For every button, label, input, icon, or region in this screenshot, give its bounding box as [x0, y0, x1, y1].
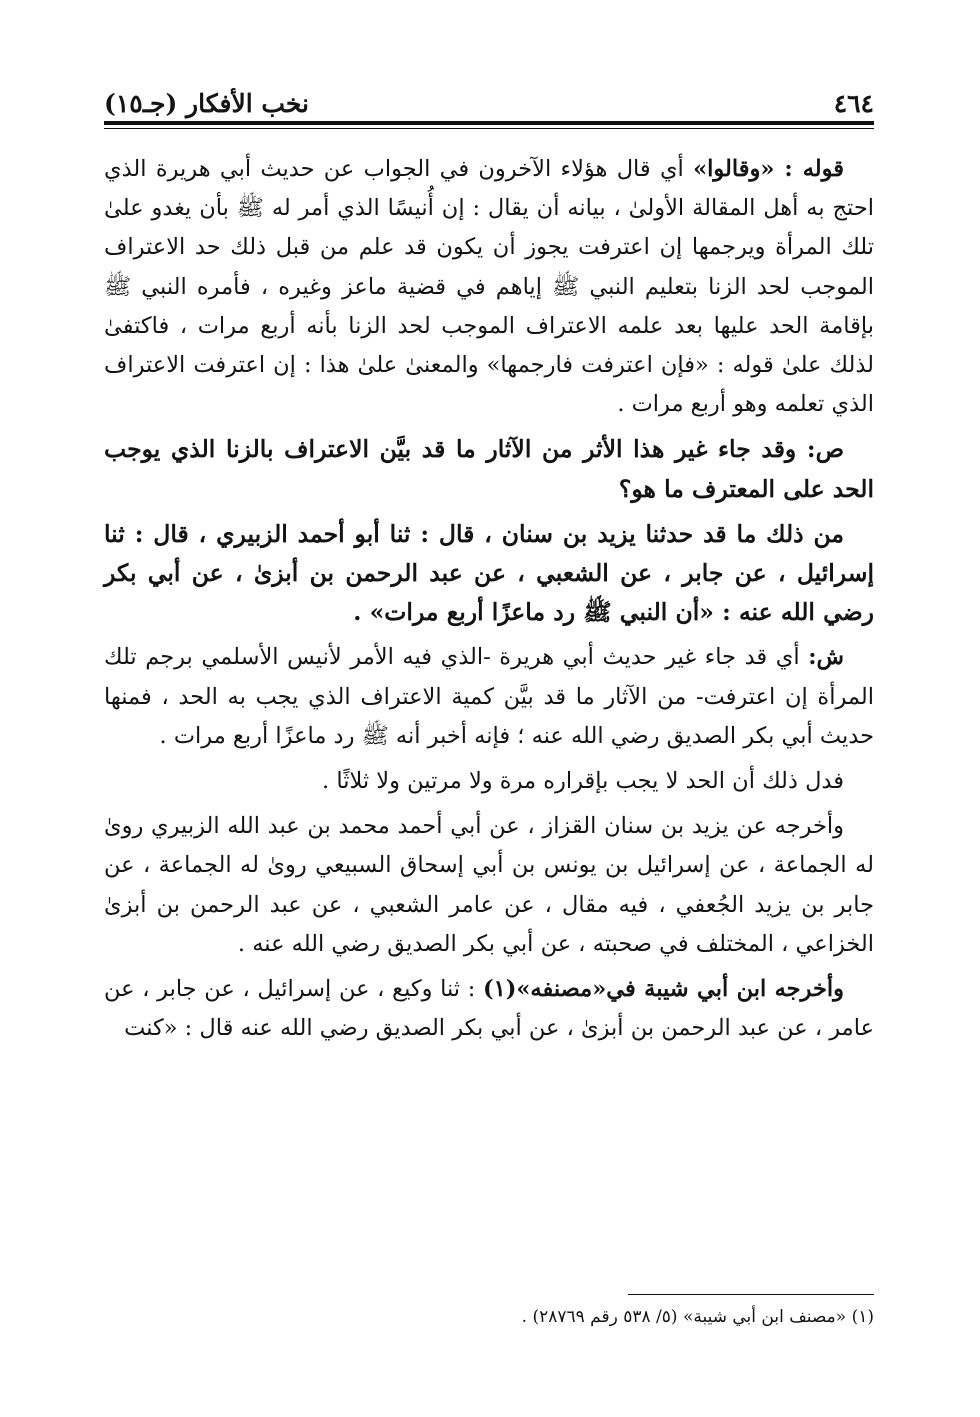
matn-heading: ص: وقد جاء غير هذا الأثر من الآثار ما قد بيَّن الاعتراف بالزنا الذي يوجب الحد على المعترف ما هو؟ [104, 435, 874, 503]
commentary-paragraph [104, 150, 874, 424]
paragraph-text: أي قال هؤلاء الآخرون في الجواب عن حديث أبي هريرة الذي احتج به أهل المقالة الأولىٰ ، بيانه أن يقال : إن أُنيسًا الذي أمر له ﷺ بأن يغدو علىٰ تلك المرأة ويرجمها إن اعترفت يجوز أن يكون قد علم من قبل ذلك حد الاعتراف الموجب لحد الزنا بتعليم النبي ﷺ إياهم في قضية ماعز وغيره ، فأمره النبي ﷺ بإقامة الحد عليها بعد علمه الاعتراف الموجب لحد الزنا بأنه أربع مرات ، فاكتفىٰ لذلك علىٰ قوله : «فإن اعترفت فارجمها» والمعنىٰ علىٰ هذا : إن اعترفت الاعتراف الذي تعلمه وهو أربع مرات . [104, 156, 874, 418]
paragraph-text: : ثنا وكيع ، عن إسرائيل ، عن جابر ، عن عامر ، عن عبد الرحمن بن أبزىٰ ، عن أبي بكر الصديق رضي الله عنه قال : «كنت [104, 976, 874, 1042]
paragraph-lead: قوله : «وقالوا» [693, 156, 844, 182]
matn-hadith-chain: من ذلك ما قد حدثنا يزيد بن سنان ، قال : ثنا أبو أحمد الزبيري ، قال : ثنا إسرائيل ، عن جابر ، عن الشعبي ، عن عبد الرحمن بن أبزىٰ ، عن أبي بكر رضي الله عنه : «أن النبي ﷺ رد ماعزًا أربع مرات» . [104, 519, 874, 627]
footnote: (١) «مصنف ابن أبي شيبة» (٥/ ٥٣٨ رقم ٢٨٧٦٩) . [521, 1307, 874, 1327]
paragraph-text: أي قد جاء غير حديث أبي هريرة -الذي فيه الأمر لأنيس الأسلمي برجم تلك المرأة إن اعترفت- من الآثار ما قد بيَّن كمية الاعتراف الذي يجب به الحد ، فمنها حديث أبي بكر الصديق رضي الله عنه ؛ فإنه أخبر أنه ﷺ رد ماعزًا أربع مرات . [104, 644, 874, 749]
footnote-rule [628, 1294, 874, 1295]
sharh-paragraph [104, 638, 874, 756]
book-title: نخب الأفكار (جـ١٥) [104, 89, 310, 118]
main-text [104, 150, 874, 1048]
takhrij-paragraph: وأخرجه عن يزيد بن سنان القزاز ، عن أبي أحمد محمد بن عبد الله الزبيري روىٰ له الجماعة ، عن إسرائيل بن يونس بن أبي إسحاق السبيعي روىٰ له الجماعة ، عن جابر بن يزيد الجُعفي ، فيه مقال ، عن عامر الشعبي ، عن عبد الرحمن بن أبزىٰ الخزاعي ، المختلف في صحبته ، عن أبي بكر الصديق رضي الله عنه . [104, 813, 874, 957]
takhrij-paragraph [104, 970, 874, 1048]
header-rule-thin [104, 128, 874, 129]
conclusion-paragraph: فدل ذلك أن الحد لا يجب بإقراره مرة ولا مرتين ولا ثلاثًا . [322, 768, 844, 795]
running-header [104, 78, 874, 118]
paragraph-lead: وأخرجه ابن أبي شيبة في«مصنفه»(١) [482, 976, 844, 1003]
paragraph-lead: ش: [808, 644, 844, 671]
page-number: ٤٦٤ [833, 89, 874, 118]
header-rule-thick [104, 121, 874, 125]
